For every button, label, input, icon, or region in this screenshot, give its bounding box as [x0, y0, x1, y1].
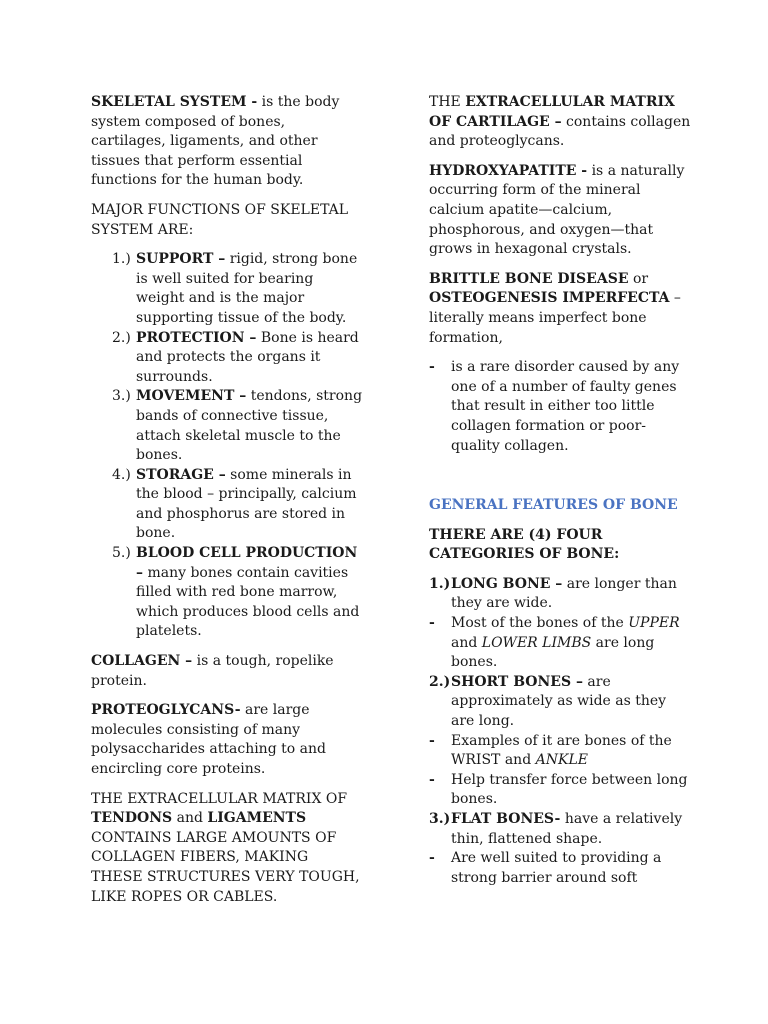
major-functions-heading: MAJOR FUNCTIONS OF SKELETAL SYSTEM ARE:	[91, 201, 349, 238]
short-bones-bullet: - Examples of it are bones of the WRIST and ANKLE	[429, 732, 672, 769]
general-features-heading: GENERAL FEATURES OF BONE	[429, 497, 678, 514]
brittle-bone-bullet: - is a rare disorder caused by any one of a number of faulty genes that result in either too little collagen formation or poor-quality collagen.	[429, 359, 680, 454]
function-item: 5.) BLOOD CELL PRODUCTION – many bones contain cavities filled with red bone marrow, which produces blood cells and platelets.	[112, 545, 360, 640]
bone-category-flat: 3.) FLAT BONES- have a relatively thin, flattened shape.	[429, 811, 683, 847]
left-column	[91, 93, 363, 917]
function-item: 2.) PROTECTION – Bone is heard and protects the organs it surrounds.	[112, 329, 359, 385]
functions-list	[91, 250, 363, 642]
flat-bones-bullet: - Are well suited to providing a strong barrier around soft	[429, 850, 662, 886]
proteoglycans-definition: PROTEOGLYCANS- are large molecules consisting of many polysaccharides attaching to and encircling core proteins.	[91, 702, 326, 777]
term-skeletal-system: SKELETAL SYSTEM -	[91, 94, 258, 110]
long-bone-bullet: - Most of the bones of the UPPER and LOWER LIMBS are long bones.	[429, 615, 680, 671]
right-column	[429, 93, 691, 888]
function-item: 3.) MOVEMENT – tendons, strong bands of connective tissue, attach skeletal muscle to the bones.	[112, 388, 363, 464]
ecm-tendons-paragraph: THE EXTRACELLULAR MATRIX OF TENDONS and LIGAMENTS CONTAINS LARGE AMOUNTS OF COLLAGEN FIBERS, MAKING THESE STRUCTURES VERY TOUGH, LIKE ROPES OR CABLES.	[91, 790, 360, 905]
function-item: 1.) SUPPORT – rigid, strong bone is well suited for bearing weight and is the major supporting tissue of the body.	[112, 251, 358, 326]
bone-category-long: 1.) LONG BONE – are longer than they are wide.	[429, 575, 677, 612]
function-item: 4.) STORAGE – some minerals in the blood – principally, calcium and phosphorus are stored in bone.	[112, 466, 357, 542]
short-bones-bullet: - Help transfer force between long bones.	[429, 771, 688, 808]
skeletal-system-definition: SKELETAL SYSTEM - is the body system composed of bones, cartilages, ligaments, and other tissues that perform essential functions for the human body.	[91, 94, 340, 189]
bone-category-short: 2.) SHORT BONES – are approximately as wide as they are long.	[429, 673, 667, 730]
categories-heading: THERE ARE (4) FOUR CATEGORIES OF BONE:	[429, 526, 620, 563]
ecm-cartilage-definition: THE EXTRACELLULAR MATRIX OF CARTILAGE – contains collagen and proteoglycans.	[429, 94, 691, 150]
hydroxyapatite-definition: HYDROXYAPATITE - is a naturally occurring form of the mineral calcium apatite—calcium, phosphorous, and oxygen—that grows in hexagonal crystals.	[429, 162, 685, 258]
collagen-definition: COLLAGEN – is a tough, ropelike protein.	[91, 653, 334, 689]
brittle-bone-definition: BRITTLE BONE DISEASE or OSTEOGENESIS IMPERFECTA – literally means imperfect bone formation,	[429, 270, 681, 346]
